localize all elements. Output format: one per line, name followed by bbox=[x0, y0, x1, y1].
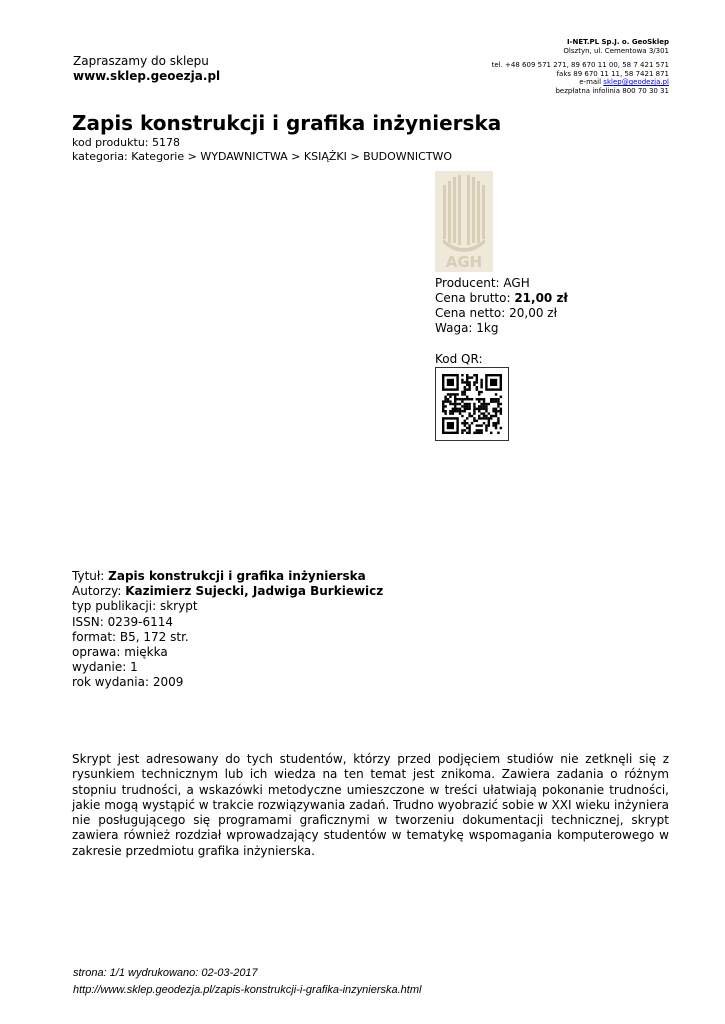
invite-text: Zapraszamy do sklepu bbox=[73, 54, 209, 68]
weight: Waga: 1kg bbox=[435, 321, 499, 335]
detail-edition: wydanie: 1 bbox=[72, 660, 138, 675]
detail-format: format: B5, 172 str. bbox=[72, 629, 189, 644]
price-gross-value: 21,00 zł bbox=[514, 291, 568, 305]
price-gross-label: Cena brutto: bbox=[435, 291, 515, 305]
detail-pub-type: typ publikacji: skrypt bbox=[72, 599, 198, 614]
footer bbox=[73, 965, 421, 999]
detail-issn: ISSN: 0239-6114 bbox=[72, 614, 174, 629]
company-contact bbox=[492, 38, 669, 96]
product-meta bbox=[72, 136, 452, 164]
company-infoline: bezpłatna infolinia 800 70 30 31 bbox=[555, 86, 669, 95]
email-link[interactable]: sklep@geodezja.pl bbox=[603, 78, 669, 87]
logo-text: AGH bbox=[445, 253, 483, 271]
product-category: kategoria: Kategorie > WYDAWNICTWA > KSIĄŻKI > BUDOWNICTWO bbox=[72, 150, 453, 163]
qr-code-icon bbox=[435, 367, 509, 441]
company-address: Olsztyn, ul. Cementowa 3/301 bbox=[563, 46, 669, 55]
email-prefix: e-mail bbox=[579, 78, 604, 87]
product-code: kod produktu: 5178 bbox=[72, 136, 180, 149]
detail-authors-label: Autorzy: bbox=[72, 584, 126, 599]
price-gross bbox=[435, 291, 568, 306]
product-details bbox=[72, 569, 383, 691]
product-description: Skrypt jest adresowany do tych studentów, którzy przed podjęciem studiów nie zetknęli się z rysunkiem technicznym lub ich wiedza na ten temat jest znikoma. Zawiera zadania o różnym stopniu trudności, a wskazówki metodyczne umieszczone w treści ułatwiają pokonanie trudności, jakie mogą wystąpić w trakcie rozwiązywania zadań. Trudno wyobrazić sobie w XXI wieku inżyniera nie posługującego się programami graficznymi w tworzeniu dokumentacji technicznej, skrypt zawiera również rozdział wprowadzający studentów w tematykę wspomagania komputerowego w zakresie przedmiotu grafika inżynierska. bbox=[72, 752, 669, 858]
producer: Producent: AGH bbox=[435, 276, 530, 290]
product-info bbox=[435, 276, 568, 336]
company-fax: faks 89 670 11 11, 58 7421 871 bbox=[556, 69, 669, 78]
shop-url[interactable]: www.sklep.geoezja.pl bbox=[73, 69, 221, 83]
detail-title bbox=[72, 569, 383, 584]
qr-label: Kod QR: bbox=[435, 352, 483, 366]
footer-url[interactable]: http://www.sklep.geodezja.pl/zapis-konstrukcji-i-grafika-inzynierska.html bbox=[73, 984, 422, 996]
product-title: Zapis konstrukcji i grafika inżynierska bbox=[72, 111, 502, 135]
qr-code-graphic bbox=[436, 368, 508, 440]
company-name: I-NET.PL Sp.J. o. GeoSklep bbox=[566, 38, 669, 46]
shop-invite bbox=[73, 54, 220, 84]
detail-authors bbox=[72, 584, 383, 599]
company-email-line bbox=[492, 78, 669, 87]
agh-logo-icon bbox=[435, 171, 493, 272]
product-image bbox=[435, 171, 493, 272]
company-tel: tel. +48 609 571 271, 89 670 11 00, 58 7 421 571 bbox=[491, 61, 669, 70]
detail-authors-value: Kazimierz Sujecki, Jadwiga Burkiewicz bbox=[125, 584, 384, 599]
price-net: Cena netto: 20,00 zł bbox=[435, 306, 558, 320]
detail-title-value: Zapis konstrukcji i grafika inżynierska bbox=[108, 569, 366, 583]
detail-year: rok wydania: 2009 bbox=[72, 675, 184, 690]
footer-page-line: strona: 1/1 wydrukowano: 02-03-2017 bbox=[73, 967, 258, 979]
detail-title-label: Tytuł: bbox=[72, 569, 109, 583]
detail-binding: oprawa: miękka bbox=[72, 645, 168, 660]
